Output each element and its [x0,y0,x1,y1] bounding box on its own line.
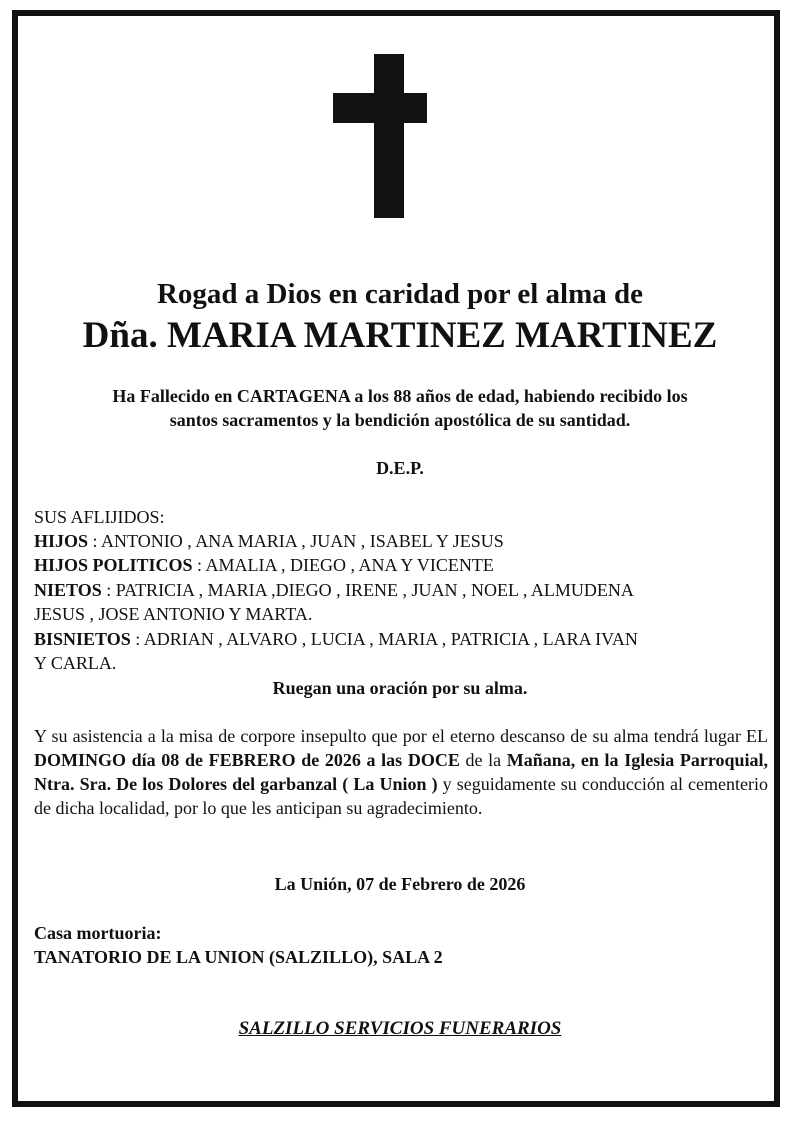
bisnietos-line [34,627,638,651]
funeral-company: SALZILLO SERVICIOS FUNERARIOS [238,1018,562,1039]
hijos-line [34,529,504,553]
ruegan-line: Ruegan una oración por su alma. [272,678,528,698]
misa-text-1: Y su asistencia a la misa de corpore insepulto que por el eterno descanso de su alma tendrá lugar EL [34,726,768,746]
casa-value: TANATORIO DE LA UNION (SALZILLO), SALA 2 [34,947,443,967]
hijos-label: HIJOS [34,531,89,551]
nietos-value: : PATRICIA , MARIA ,DIEGO , IRENE , JUAN , NOEL , ALMUDENA [101,580,634,600]
deceased-name: Dña. MARIA MARTINEZ MARTINEZ [82,315,718,356]
fecha-line: La Unión, 07 de Febrero de 2026 [274,874,526,894]
nietos-label: NIETOS [34,580,102,600]
casa-label: Casa mortuoria: [34,923,162,943]
nietos-line [34,578,634,602]
bisnietos-value: : ADRIAN , ALVARO , LUCIA , MARIA , PATRICIA , LARA IVAN [130,629,638,649]
bisnietos-line-2: Y CARLA. [34,653,117,673]
politicos-label: HIJOS POLITICOS [34,555,193,575]
intro-line: Rogad a Dios en caridad por el alma de [156,278,644,310]
bisnietos-label: BISNIETOS [34,629,131,649]
misa-text-3: y seguidamente su conducción al cementerio de dicha localidad, por lo que les anticipan su agradecimiento. [34,774,768,818]
politicos-line [34,553,494,577]
misa-paragraph [34,724,768,820]
misa-location: Mañana, en la Iglesia Parroquial, Ntra. Sra. De los Dolores del garbanzal ( La Union ) [34,750,769,794]
dep-label: D.E.P. [376,458,424,478]
politicos-value: : AMALIA , DIEGO , ANA Y VICENTE [192,555,494,575]
afligidos-title: SUS AFLIJIDOS: [34,507,165,527]
fallecido-line-2: santos sacramentos y la bendición apostólica de su santidad. [169,410,631,430]
cross-icon [333,54,427,218]
nietos-line-2: JESUS , JOSE ANTONIO Y MARTA. [34,604,313,624]
fallecido-line-1: Ha Fallecido en CARTAGENA a los 88 años de edad, habiendo recibido los [112,386,688,406]
misa-text-2: de la [459,750,507,770]
hijos-value: : ANTONIO , ANA MARIA , JUAN , ISABEL Y JESUS [88,531,504,551]
misa-date: DOMINGO día 08 de FEBRERO de 2026 a las DOCE [34,750,460,770]
